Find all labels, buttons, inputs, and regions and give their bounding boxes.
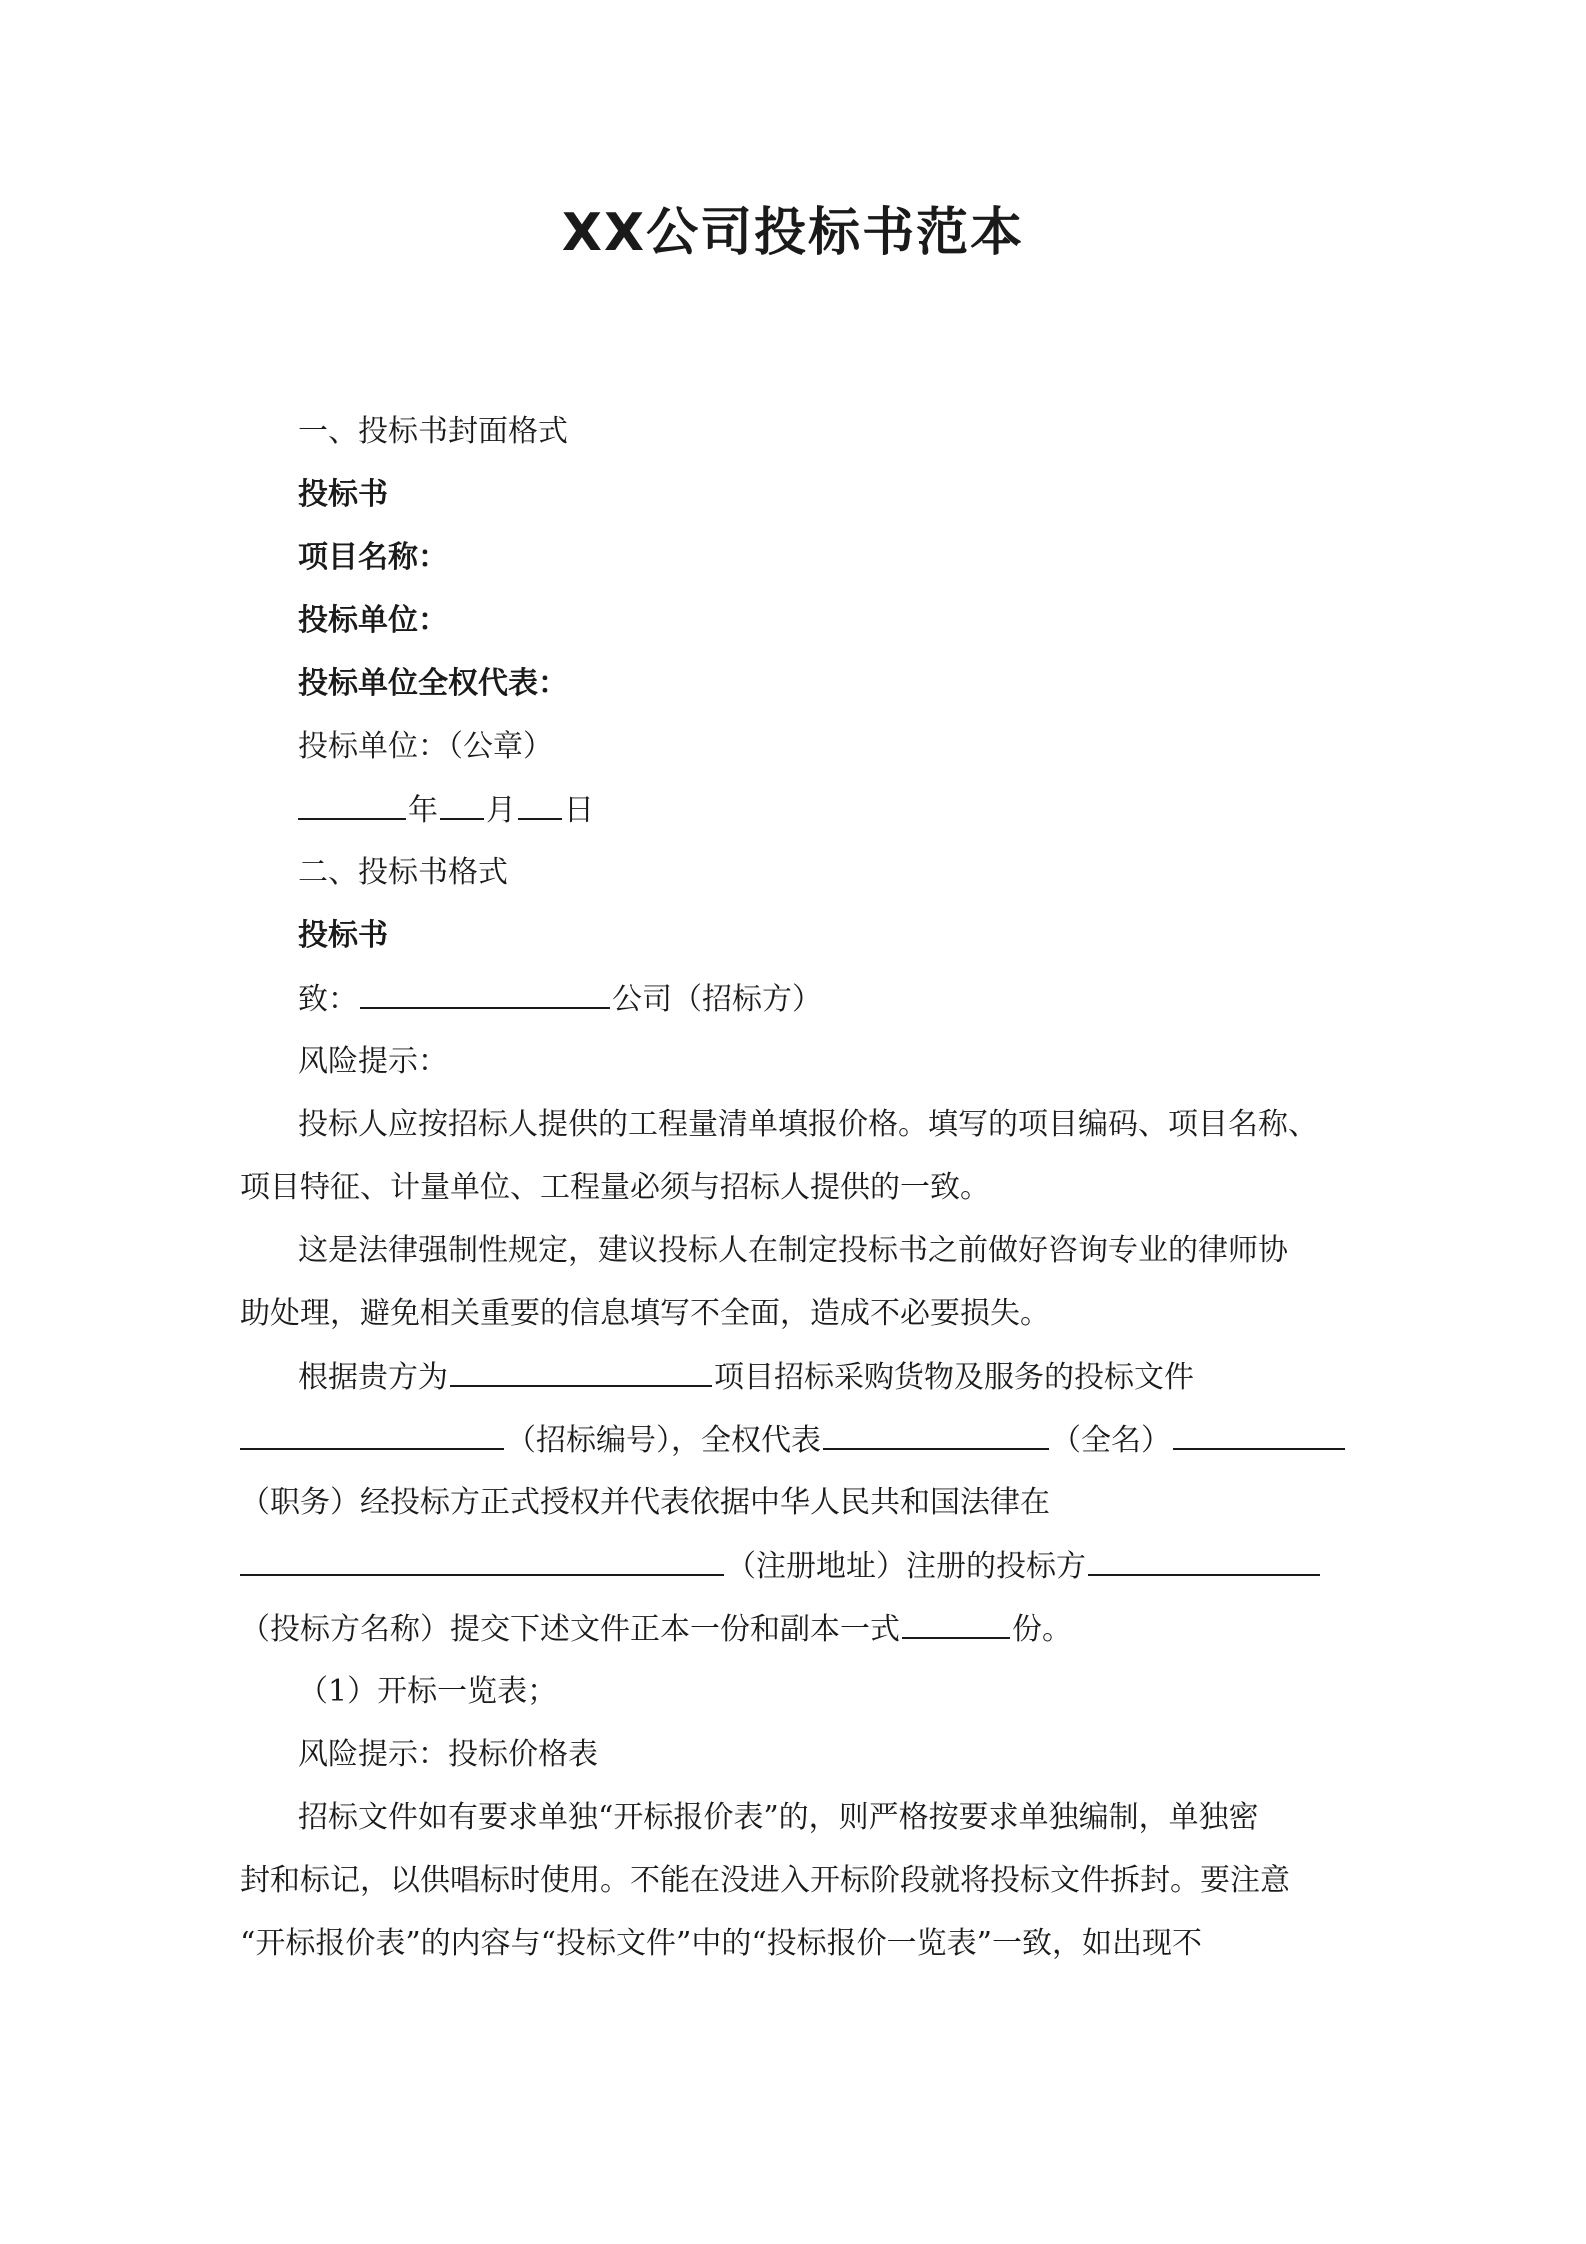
month-blank bbox=[440, 790, 484, 820]
registered-bidder-text: 注册的投标方 bbox=[906, 1549, 1086, 1584]
to-prefix: 致： bbox=[298, 982, 358, 1017]
copies-text: （投标方名称）提交下述文件正本一份和副本一式 bbox=[240, 1612, 900, 1647]
addressee-line bbox=[298, 979, 822, 1020]
risk-price-table: 风险提示：投标价格表 bbox=[298, 1737, 598, 1772]
list-item-1: （1）开标一览表； bbox=[298, 1674, 558, 1709]
paragraph3-line4 bbox=[240, 1546, 1322, 1587]
bidder-label: 投标单位： bbox=[298, 603, 448, 638]
full-name-label: （全名） bbox=[1051, 1423, 1171, 1458]
p3-suffix: 项目招标采购货物及服务的投标文件 bbox=[714, 1360, 1194, 1395]
full-name-blank bbox=[823, 1420, 1049, 1450]
paragraph3-line2 bbox=[240, 1420, 1347, 1461]
risk-label: 风险提示： bbox=[298, 1044, 448, 1079]
paragraph2-line2: 助处理，避免相关重要的信息填写不全面，造成不必要损失。 bbox=[240, 1296, 1050, 1331]
paragraph3-line1 bbox=[298, 1357, 1194, 1398]
p3-prefix: 根据贵方为 bbox=[298, 1360, 448, 1395]
year-label: 年 bbox=[408, 793, 438, 828]
paragraph4-line3: “开标报价表”的内容与“投标文件”中的“投标报价一览表”一致，如出现不 bbox=[240, 1926, 1203, 1961]
to-suffix: 公司（招标方） bbox=[612, 982, 822, 1017]
seal-label: 投标单位：（公章） bbox=[298, 729, 553, 764]
paragraph3-line5 bbox=[240, 1609, 1072, 1650]
paragraph4-line1: 招标文件如有要求单独“开标报价表”的，则严格按要求单独编制，单独密 bbox=[298, 1800, 1259, 1835]
paragraph4-line2: 封和标记，以供唱标时使用。不能在没进入开标阶段就将投标文件拆封。要注意 bbox=[240, 1863, 1290, 1898]
year-blank bbox=[298, 790, 406, 820]
month-label: 月 bbox=[486, 793, 516, 828]
representative-text: ，全权代表 bbox=[671, 1423, 821, 1458]
bid-number-label: （招标编号） bbox=[506, 1423, 671, 1458]
cover-title: 投标书 bbox=[298, 477, 388, 512]
address-blank bbox=[240, 1546, 724, 1576]
bid-number-blank bbox=[240, 1420, 504, 1450]
copies-blank bbox=[902, 1609, 1010, 1639]
day-blank bbox=[518, 790, 562, 820]
section1-heading: 一、投标书封面格式 bbox=[298, 414, 568, 449]
paragraph2-line1: 这是法律强制性规定，建议投标人在制定投标书之前做好咨询专业的律师协 bbox=[298, 1233, 1288, 1268]
company-blank bbox=[360, 979, 610, 1009]
paragraph1-line1: 投标人应按招标人提供的工程量清单填报价格。填写的项目编码、项目名称、 bbox=[298, 1107, 1318, 1142]
paragraph3-line3: （职务）经投标方正式授权并代表依据中华人民共和国法律在 bbox=[240, 1485, 1050, 1520]
date-line bbox=[298, 790, 594, 831]
document-title: XX公司投标书范本 bbox=[561, 203, 1025, 263]
section2-heading: 二、投标书格式 bbox=[298, 855, 508, 890]
project-name-label: 项目名称： bbox=[298, 540, 448, 575]
address-label: （注册地址） bbox=[726, 1549, 906, 1584]
copies-suffix: 份。 bbox=[1012, 1612, 1072, 1647]
bid-letter-title: 投标书 bbox=[298, 918, 388, 953]
representative-label: 投标单位全权代表： bbox=[298, 666, 568, 701]
position-blank bbox=[1173, 1420, 1345, 1450]
bidder-name-blank bbox=[1088, 1546, 1320, 1576]
paragraph1-line2: 项目特征、计量单位、工程量必须与招标人提供的一致。 bbox=[240, 1170, 990, 1205]
project-blank bbox=[450, 1357, 712, 1387]
day-label: 日 bbox=[564, 793, 594, 828]
